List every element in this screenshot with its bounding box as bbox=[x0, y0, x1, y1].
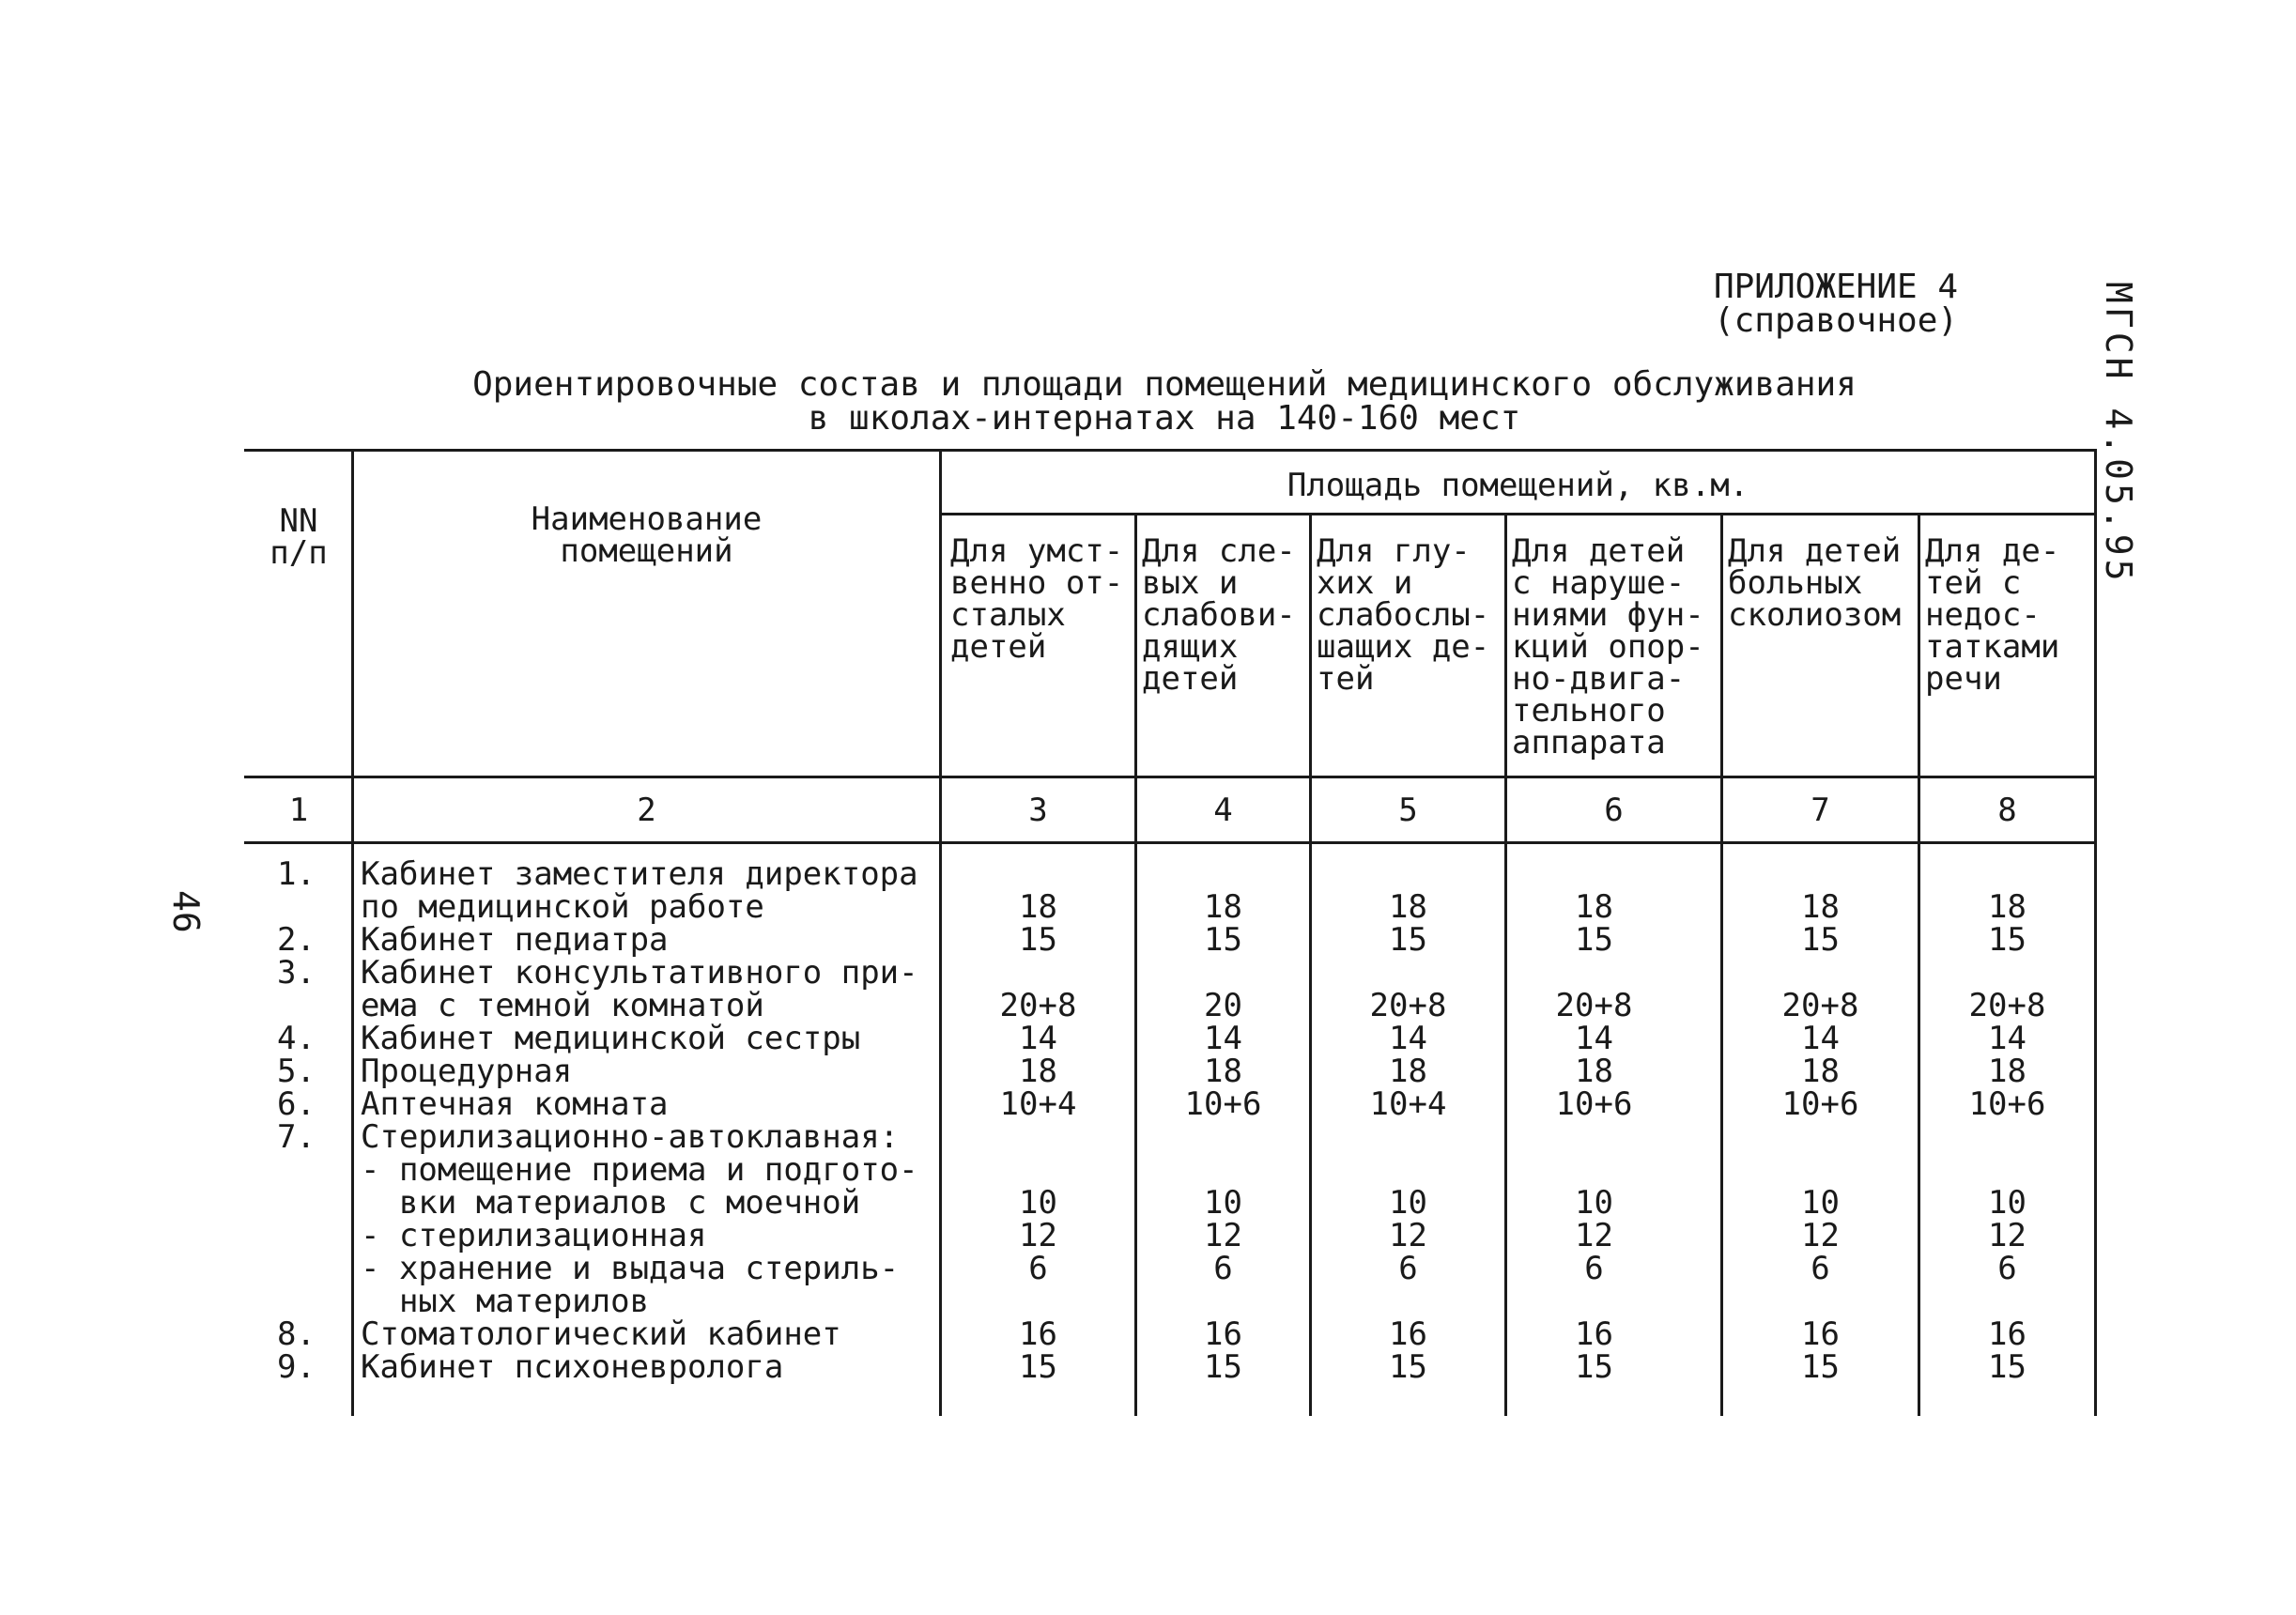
room-name: Кабинет педиатра bbox=[361, 921, 669, 959]
column-numbers-divider bbox=[244, 841, 2096, 844]
area-value: 6 bbox=[1398, 1250, 1418, 1287]
area-value: 15 bbox=[1988, 1348, 2026, 1386]
column-number: 1 bbox=[288, 792, 309, 829]
row-number: 5. bbox=[277, 1053, 316, 1090]
area-value: 6 bbox=[1811, 1250, 1830, 1287]
header-col-3-line: венно от- bbox=[950, 564, 1124, 602]
header-col-5-line: слабослы- bbox=[1317, 596, 1490, 634]
area-value: 10+4 bbox=[999, 1085, 1077, 1123]
room-name: - помещение приема и подгото- bbox=[361, 1151, 918, 1189]
area-value: 15 bbox=[1575, 921, 1613, 959]
room-name: Аптечная комната bbox=[361, 1085, 669, 1123]
area-value: 18 bbox=[1389, 888, 1427, 926]
area-value: 12 bbox=[1019, 1217, 1057, 1254]
area-value: 15 bbox=[1204, 1348, 1242, 1386]
area-value: 6 bbox=[1028, 1250, 1048, 1287]
area-value: 10 bbox=[1019, 1184, 1057, 1222]
header-area-group-label: Площадь помещений, кв.м. bbox=[1287, 467, 1749, 504]
header-name bbox=[354, 500, 939, 570]
area-value: 12 bbox=[1988, 1217, 2026, 1254]
header-col-8-line: речи bbox=[1925, 660, 2002, 698]
group-header-divider bbox=[939, 513, 2096, 515]
area-value: 16 bbox=[1575, 1315, 1613, 1353]
area-value: 10 bbox=[1389, 1184, 1427, 1222]
header-col-6-line: аппарата bbox=[1512, 724, 1666, 761]
header-col-7-line: больных bbox=[1728, 564, 1863, 602]
area-value: 14 bbox=[1389, 1020, 1427, 1057]
area-value: 15 bbox=[1801, 921, 1840, 959]
appendix-note: (справочное) bbox=[1713, 301, 1959, 340]
header-col-6-line: ниями фун- bbox=[1512, 596, 1704, 634]
appendix-block bbox=[1695, 270, 1977, 338]
area-value: 15 bbox=[1019, 1348, 1057, 1386]
row-number: 1. bbox=[277, 855, 316, 893]
header-col-8-line: татками bbox=[1925, 628, 2060, 666]
header-col-8-line: тей с bbox=[1925, 564, 2022, 602]
column-number: 4 bbox=[1213, 792, 1233, 829]
room-name: по медицинской работе bbox=[361, 888, 764, 926]
header-nn-line-1: NN bbox=[279, 502, 318, 540]
column-divider-nn bbox=[351, 449, 354, 1416]
appendix-label: ПРИЛОЖЕНИЕ 4 bbox=[1713, 268, 1959, 306]
table-top-border bbox=[244, 449, 2096, 452]
header-col-6 bbox=[1512, 532, 1704, 761]
area-value: 15 bbox=[1575, 1348, 1613, 1386]
room-name: Кабинет консультативного при- bbox=[361, 954, 918, 992]
room-name: - хранение и выдача стериль- bbox=[361, 1250, 900, 1287]
column-number: 5 bbox=[1398, 792, 1418, 829]
room-name: Кабинет заместителя директора bbox=[361, 855, 918, 893]
area-value: 6 bbox=[1997, 1250, 2017, 1287]
header-col-5-line: тей bbox=[1317, 660, 1375, 698]
area-value: 20 bbox=[1204, 987, 1242, 1024]
area-value: 15 bbox=[1801, 1348, 1840, 1386]
area-value: 14 bbox=[1801, 1020, 1840, 1057]
area-value: 18 bbox=[1204, 1053, 1242, 1090]
row-number: 8. bbox=[277, 1315, 316, 1353]
area-value: 15 bbox=[1204, 921, 1242, 959]
area-value: 14 bbox=[1204, 1020, 1242, 1057]
area-value: 10+6 bbox=[1968, 1085, 2046, 1123]
header-col-4-line: детей bbox=[1142, 660, 1239, 698]
table-right-border bbox=[2094, 449, 2097, 1416]
column-number: 7 bbox=[1811, 792, 1830, 829]
header-nn-line-2: п/п bbox=[270, 534, 328, 572]
area-value: 20+8 bbox=[999, 987, 1077, 1024]
header-col-8 bbox=[1925, 532, 2060, 698]
room-name: Стоматологический кабинет bbox=[361, 1315, 841, 1353]
area-value: 12 bbox=[1389, 1217, 1427, 1254]
room-name: Процедурная bbox=[361, 1053, 573, 1090]
header-col-8-line: Для де- bbox=[1925, 532, 2060, 570]
room-name: вки материалов с моечной bbox=[361, 1184, 861, 1222]
area-value: 16 bbox=[1019, 1315, 1057, 1353]
room-name: Кабинет медицинской сестры bbox=[361, 1020, 861, 1057]
area-value: 10 bbox=[1988, 1184, 2026, 1222]
area-value: 20+8 bbox=[1369, 987, 1447, 1024]
title-line-1: Ориентировочные состав и площади помещений медицинского обслуживания bbox=[472, 365, 1857, 404]
header-col-3-line: детей bbox=[950, 628, 1047, 666]
area-value: 20+8 bbox=[1781, 987, 1859, 1024]
area-value: 20+8 bbox=[1555, 987, 1633, 1024]
column-number: 2 bbox=[637, 792, 656, 829]
header-col-3-line: сталых bbox=[950, 596, 1066, 634]
area-value: 10+6 bbox=[1184, 1085, 1262, 1123]
area-value: 14 bbox=[1988, 1020, 2026, 1057]
header-name-line-1: Наименование bbox=[531, 500, 763, 538]
area-value: 18 bbox=[1204, 888, 1242, 926]
row-number: 9. bbox=[277, 1348, 316, 1386]
area-value: 18 bbox=[1575, 888, 1613, 926]
room-name: - стерилизационная bbox=[361, 1217, 707, 1254]
header-col-4 bbox=[1142, 532, 1296, 698]
table-title bbox=[451, 365, 1878, 438]
header-col-5 bbox=[1317, 532, 1490, 698]
header-col-6-line: тельного bbox=[1512, 692, 1666, 730]
header-col-4-line: дящих bbox=[1142, 628, 1239, 666]
header-col-6-line: но-двига- bbox=[1512, 660, 1686, 698]
room-name: Стерилизационно-автоклавная: bbox=[361, 1118, 900, 1156]
area-value: 16 bbox=[1204, 1315, 1242, 1353]
area-value: 15 bbox=[1389, 1348, 1427, 1386]
column-number: 3 bbox=[1028, 792, 1048, 829]
column-number: 8 bbox=[1997, 792, 2017, 829]
area-value: 10 bbox=[1204, 1184, 1242, 1222]
area-value: 6 bbox=[1584, 1250, 1604, 1287]
row-number: 7. bbox=[277, 1118, 316, 1156]
header-col-6-line: Для детей bbox=[1512, 532, 1686, 570]
area-value: 6 bbox=[1213, 1250, 1233, 1287]
area-value: 12 bbox=[1204, 1217, 1242, 1254]
row-number: 6. bbox=[277, 1085, 316, 1123]
header-col-4-line: слабови- bbox=[1142, 596, 1296, 634]
room-name: ных материлов bbox=[361, 1283, 650, 1320]
header-col-4-line: вых и bbox=[1142, 564, 1239, 602]
area-value: 18 bbox=[1801, 1053, 1840, 1090]
row-number: 2. bbox=[277, 921, 316, 959]
header-col-4-line: Для сле- bbox=[1142, 532, 1296, 570]
header-col-6-line: с наруше- bbox=[1512, 564, 1686, 602]
area-value: 16 bbox=[1389, 1315, 1427, 1353]
area-value: 10+6 bbox=[1781, 1085, 1859, 1123]
header-col-6-line: кций опор- bbox=[1512, 628, 1704, 666]
area-value: 20+8 bbox=[1968, 987, 2046, 1024]
header-col-3-line: Для умст- bbox=[950, 532, 1124, 570]
header-col-8-line: недос- bbox=[1925, 596, 2041, 634]
area-value: 18 bbox=[1389, 1053, 1427, 1090]
area-value: 18 bbox=[1019, 888, 1057, 926]
header-area-group bbox=[942, 467, 2094, 504]
row-number: 4. bbox=[277, 1020, 316, 1057]
row-number: 3. bbox=[277, 954, 316, 992]
document-code: МГСН 4.05.95 bbox=[2098, 282, 2139, 585]
area-value: 12 bbox=[1575, 1217, 1613, 1254]
area-value: 14 bbox=[1019, 1020, 1057, 1057]
title-line-2: в школах-интернатах на 140-160 мест bbox=[808, 399, 1521, 438]
header-col-3 bbox=[950, 532, 1124, 666]
area-value: 10 bbox=[1575, 1184, 1613, 1222]
header-nn bbox=[246, 502, 351, 572]
header-col-5-line: Для глу- bbox=[1317, 532, 1471, 570]
area-value: 10 bbox=[1801, 1184, 1840, 1222]
area-value: 18 bbox=[1801, 888, 1840, 926]
area-value: 10+6 bbox=[1555, 1085, 1633, 1123]
area-value: 18 bbox=[1988, 1053, 2026, 1090]
room-name: Кабинет психоневролога bbox=[361, 1348, 784, 1386]
area-value: 18 bbox=[1019, 1053, 1057, 1090]
header-col-7-line: сколиозом bbox=[1728, 596, 1902, 634]
area-value: 16 bbox=[1801, 1315, 1840, 1353]
room-name: ема с темной комнатой bbox=[361, 987, 764, 1024]
area-value: 12 bbox=[1801, 1217, 1840, 1254]
page-number: 46 bbox=[165, 890, 207, 933]
area-value: 15 bbox=[1019, 921, 1057, 959]
area-value: 18 bbox=[1988, 888, 2026, 926]
header-col-5-line: хих и bbox=[1317, 564, 1413, 602]
area-value: 14 bbox=[1575, 1020, 1613, 1057]
column-number: 6 bbox=[1604, 792, 1624, 829]
header-name-line-2: помещений bbox=[560, 532, 733, 570]
header-col-5-line: шащих де- bbox=[1317, 628, 1490, 666]
header-col-7 bbox=[1728, 532, 1902, 634]
area-value: 15 bbox=[1988, 921, 2026, 959]
area-value: 16 bbox=[1988, 1315, 2026, 1353]
area-value: 15 bbox=[1389, 921, 1427, 959]
area-value: 18 bbox=[1575, 1053, 1613, 1090]
area-value: 10+4 bbox=[1369, 1085, 1447, 1123]
header-col-7-line: Для детей bbox=[1728, 532, 1902, 570]
header-divider bbox=[244, 776, 2096, 778]
